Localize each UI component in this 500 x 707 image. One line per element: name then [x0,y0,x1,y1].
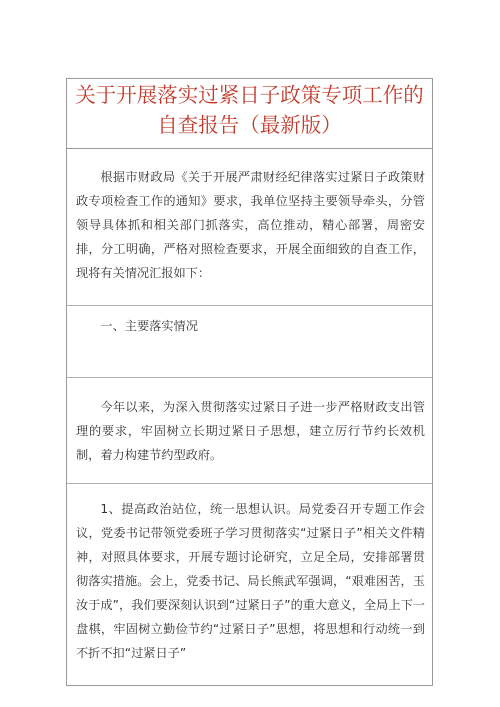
section1-heading: 一、主要落实情况 [100,319,198,333]
section-heading-cell [67,306,432,378]
point-cell [67,484,432,686]
section1-paragraph: 今年以来，为深入贯彻落实过紧日子进一步严格财政支出管理的要求，牢固树立长期过紧日子思想，建立厉行节约长效机制，着力构建节约型政府。 [76,400,425,462]
section-paragraph-cell [67,378,432,484]
title-cell [67,79,432,149]
intro-cell [67,149,432,306]
document-title-line-2: 自查报告（最新版） [157,113,342,137]
document-title-line-1: 关于开展落实过紧日子政策专项工作的 [75,83,424,107]
intro-paragraph: 根据市财政局《关于开展严肃财经纪律落实过紧日子政策财政专项检查工作的通知》要求，我单位坚持主要领导牵头，分管领导具体抓和相关部门抓落实，高位推动，精心部署，周密安排，分工明确，严格对照检查要求，开展全面细致的自查工作，现将有关情况汇报如下： [76,170,425,280]
point1-paragraph: 1、提高政治站位，统一思想认识。局党委召开专题工作会议，党委书记带领党委班子学习贯彻落实“过紧日子”相关文件精神，对照具体要求，开展专题讨论研究，立足全局，安排部署贯彻落实措施。会上，党委书记、局长熊武军强调，“艰难困苦，玉汝于成”，我们要深刻认识到“过紧日子”的重大意义，全局上下一盘棋，牢固树立勤俭节约“过紧日子”思想，将思想和行动统一到不折不扣“过紧日子” [76,502,425,660]
document-table [66,78,433,686]
